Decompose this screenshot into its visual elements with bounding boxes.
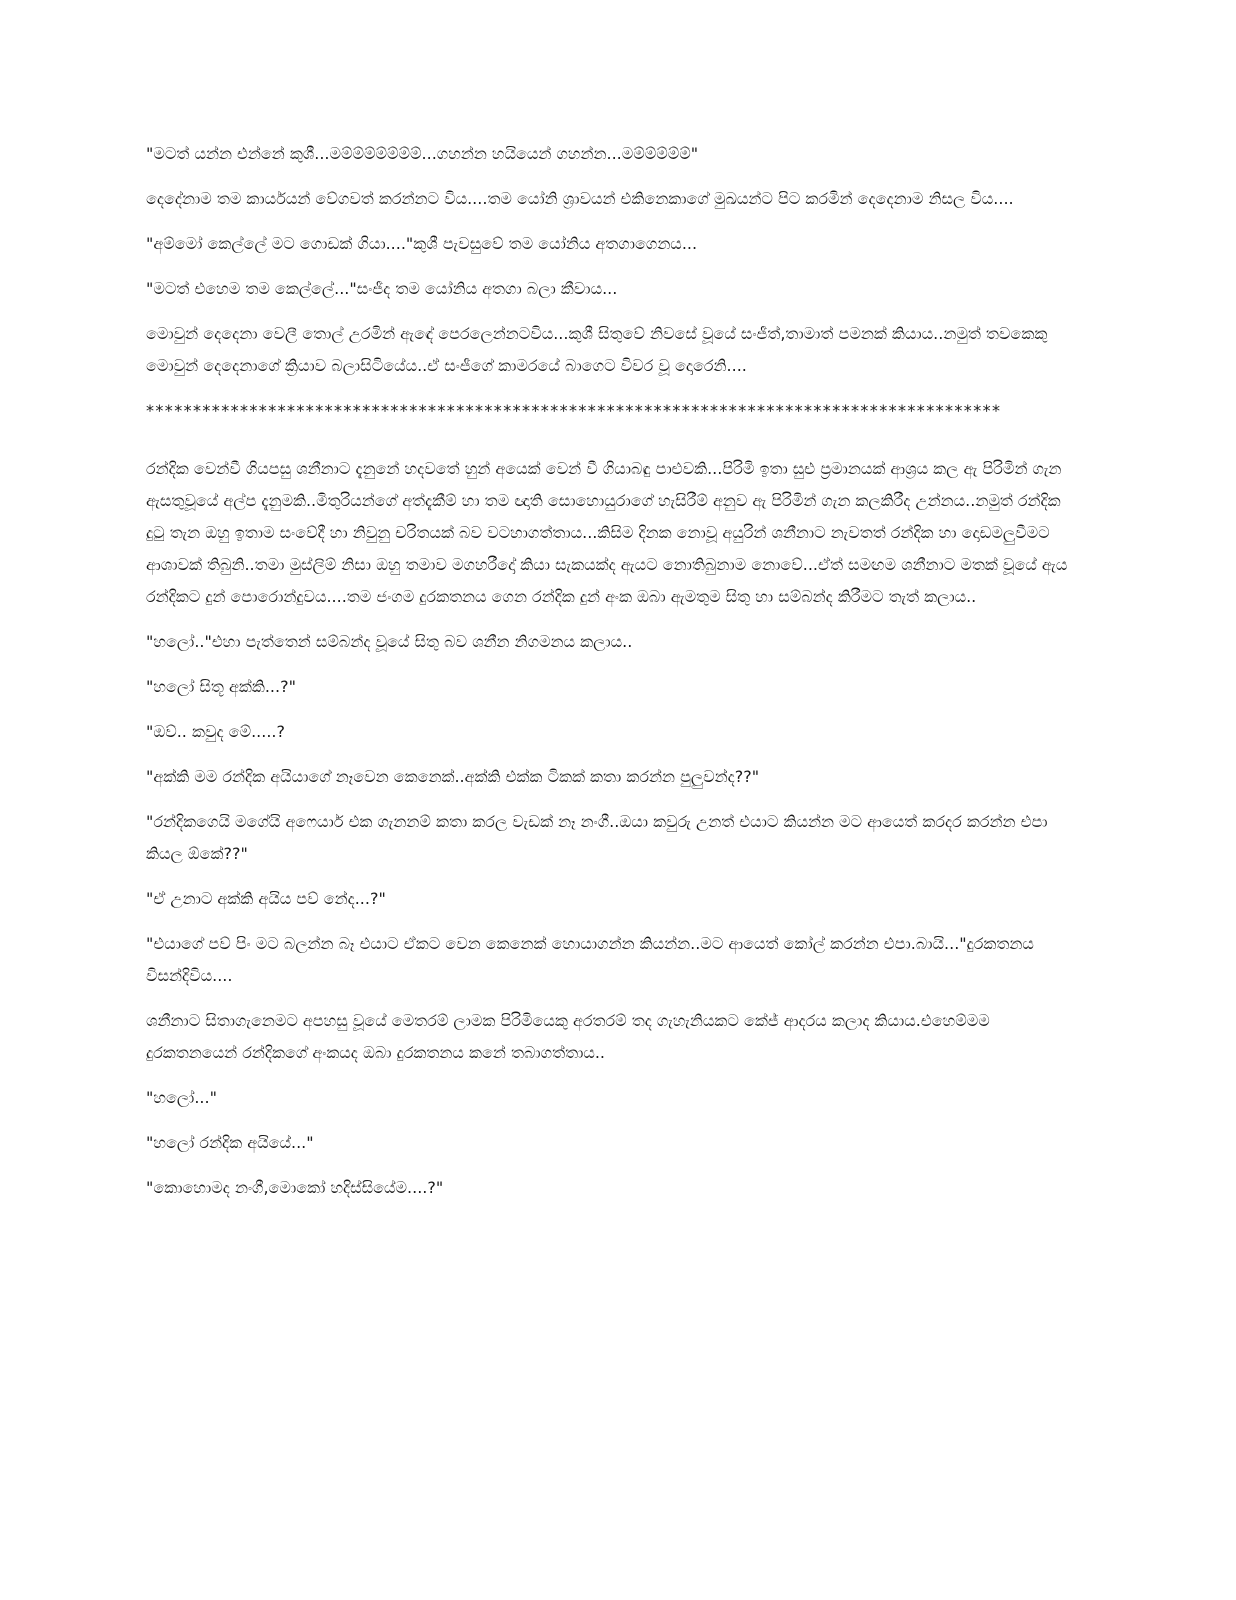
paragraph: "එයාගේ පව් පිං මට බලන්න බෑ එයාට ඒකට වෙන කෙනෙක් හොයාගන්න කියන්න..මට ආයෙත් කෝල් කරන්න එපා.බායි..."දුරකතනය විසන්දිවිය.... <box>146 934 1034 985</box>
document-page <box>146 138 1076 1217</box>
paragraph: "හලෝ..." <box>146 1088 217 1107</box>
paragraph: "ඒ උනාට අක්කි අයිය පව් නේද...?" <box>146 889 386 908</box>
paragraph: "මටත් යන්න එන්නේ කුශී...මම්ම්ම්ම්ම්ම්ම්...ගහන්න හයියෙන් ගහන්න...මම්ම්ම්ම්ම්" <box>146 144 699 163</box>
paragraph: මොවුන් දෙදෙනා වෙලී තොල් උරමින් ඇඳේ පෙරලෙන්නටවිය...කුශී සිතුවේ නිවසේ වූයේ සංජීත්,තාමාත් පමනක් කියාය..නමුත් තවකෙකු මොවුන් දෙදෙනාගේ ක්‍රියාව බලාසිටියේය..ඒ සංජීගේ කාමරයේ බාගෙට විවර වූ දොරෙනි.... <box>146 324 1048 375</box>
paragraph: "රන්දිකගෙයි මගේයි අෆෙයාර් එක ගැනනම් කතා කරල වැඩක් නෑ නංගී..ඔයා කවුරු උනත් එයාට කියන්න මට ආයෙත් කරදර කරන්න එපා කියල ඕකේ??" <box>146 812 1048 863</box>
paragraph: රන්දික වෙන්වී ගියපසු ශනීනාට දැනුනේ හදවතේ හුන් අයෙක් වෙන් වී ගියාබඳු පාළුවකි...පිරිමි ඉතා සුළු ප්‍රමානයක් ආශ්‍රය කල ඇ පිරිමින් ගැන ඇසතුවූයේ අල්ප දැනුමකි..මිතුරියන්ගේ අත්දැකීම් හා තම ඥාති සොහොයුරාගේ හැසිරීම් අනුව ඇ පිරිමින් ගැන කලකිරීද උන්නය..නමුත් රන්දික දුටු තැන ඔහු ඉතාම සංවේදී හා නිවුනු චරිතයක් බව වටහාගත්තාය...කිසිම දිනක නොවූ අයුරින් ශනීනාට නැවතත් රන්දික හා දොඩමලුවීමට ආශාවක් තිබුනි..තමා මුස්ලිම් නිසා ඔහු තමාව මගහරීදෝ කියා සැකයක්ද ඇයට නොතිබුනාම නොවේ...ඒත් සමඟම ශනීනාට මතක් වූයේ ඇය රන්දිකට දුන් පොරොන්දුවය....තම ජංගම දුරකතනය ගෙන රන්දික දුන් අංක ඔබා ඇමතුම සිතු හා සම්බන්ද කිරීමට තැත් කලාය.. <box>146 459 1068 606</box>
paragraph: "ඔව්.. කවුද මේ.....? <box>146 722 285 741</box>
paragraph: "හලෝ රන්දික අයියේ..." <box>146 1133 314 1152</box>
paragraph: දෙදේනාම තම කාර්යයන් වේගවත් කරන්නට විය....තම යෝනි ශ්‍රාවයන් එකිනෙකාගේ මුඛයන්ට පිට කරමින් දෙදෙනාම නිසල විය.... <box>146 189 1014 208</box>
paragraph: "අම්මෝ කෙල්ලේ මට ගොඩක් ගියා...."කුශී පැවසුවේ තම යෝනිය අතගාගෙනය... <box>146 234 698 253</box>
section-separator: ******************************************************************************************* <box>146 401 1002 420</box>
paragraph: "අක්කි මම රන්දික අයියාගේ නෑවෙන කෙනෙක්..අක්කි එක්ක ටිකක් කතා කරන්න පුලුවන්ද??" <box>146 767 760 786</box>
paragraph: "හලෝ.."එහා පැත්තෙන් සම්බන්ද වූයේ සිතු බව ශනීන නිගමනය කලාය.. <box>146 632 633 651</box>
paragraph: "හලෝ සිතූ අක්කි...?" <box>146 677 296 696</box>
paragraph: "කොහොමද නංගී,මොකෝ හදිස්සියේම....?" <box>146 1178 444 1197</box>
paragraph: "මටත් එහෙම තම කෙල්ලේ..."සංජීද තම යෝනිය අතගා බලා කීවාය... <box>146 279 618 298</box>
paragraph: ශනීනාට සිතාගැනෙමට අපහසු වූයේ මෙතරම් ලාමක පිරිමියෙකු අරතරම් තද ගැහැනියකට කේජ් ආදරය කලාද කියාය.එහෙම්මම දුරකතනයෙන් රන්දිකගේ අංකයද ඔබා දුරකතනය කනේ තබාගත්තාය.. <box>146 1011 990 1062</box>
